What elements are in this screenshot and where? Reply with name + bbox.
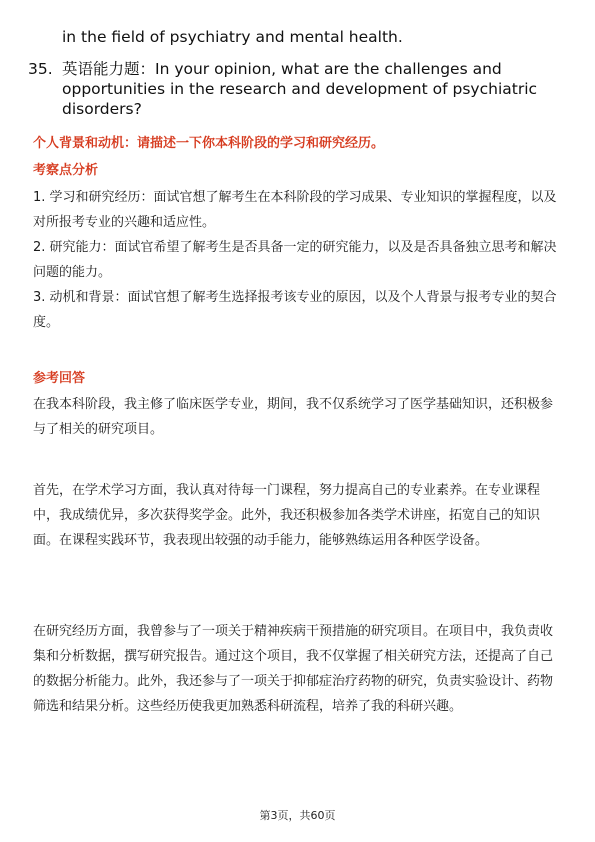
answer-paragraph-2: 首先，在学术学习方面，我认真对待每一门课程，努力提高自己的专业素养。在专业课程中，我成绩优异，多次获得奖学金。此外，我还积极参加各类学术讲座，拓宽自己的知识面。在课程实践环节，我表现出较强的动手能力，能够熟练运用各种医学设备。 <box>33 483 541 548</box>
analysis-item-2: 2. 研究能力：面试官希望了解考生是否具备一定的研究能力，以及是否具备独立思考和解决问题的能力。 <box>33 240 557 280</box>
answer-paragraph-1: 在我本科阶段，我主修了临床医学专业，期间，我不仅系统学习了医学基础知识，还积极参与了相关的研究项目。 <box>33 397 554 437</box>
heading-answer: 参考回答 <box>33 371 86 386</box>
analysis-item-3: 3. 动机和背景：面试官想了解考生选择报考该专业的原因，以及个人背景与报考专业的契合度。 <box>33 290 557 330</box>
heading-analysis: 考察点分析 <box>33 163 99 178</box>
answer-paragraph-3: 在研究经历方面，我曾参与了一项关于精神疾病干预措施的研究项目。在项目中，我负责收集和分析数据，撰写研究报告。通过这个项目，我不仅掌握了相关研究方法，还提高了自己的数据分析能力。此外，我还参与了一项关于抑郁症治疗药物的研究，负责实验设计、药物筛选和结果分析。这些经历使我更加熟悉科研流程，培养了我的科研兴趣。 <box>33 624 554 714</box>
heading-personal-background: 个人背景和动机：请描述一下你本科阶段的学习和研究经历。 <box>33 136 385 151</box>
continuation-text: in the field of psychiatry and mental health. <box>62 28 403 46</box>
analysis-item-1: 1. 学习和研究经历：面试官想了解考生在本科阶段的学习成果、专业知识的掌握程度，以及对所报考专业的兴趣和适应性。 <box>33 190 557 230</box>
question-number: 35. <box>28 60 53 78</box>
page-footer: 第3页，共60页 <box>259 809 336 822</box>
question-text: 英语能力题：In your opinion, what are the challenges and opportunities in the research and development of psychiatric disorders? <box>62 60 538 118</box>
